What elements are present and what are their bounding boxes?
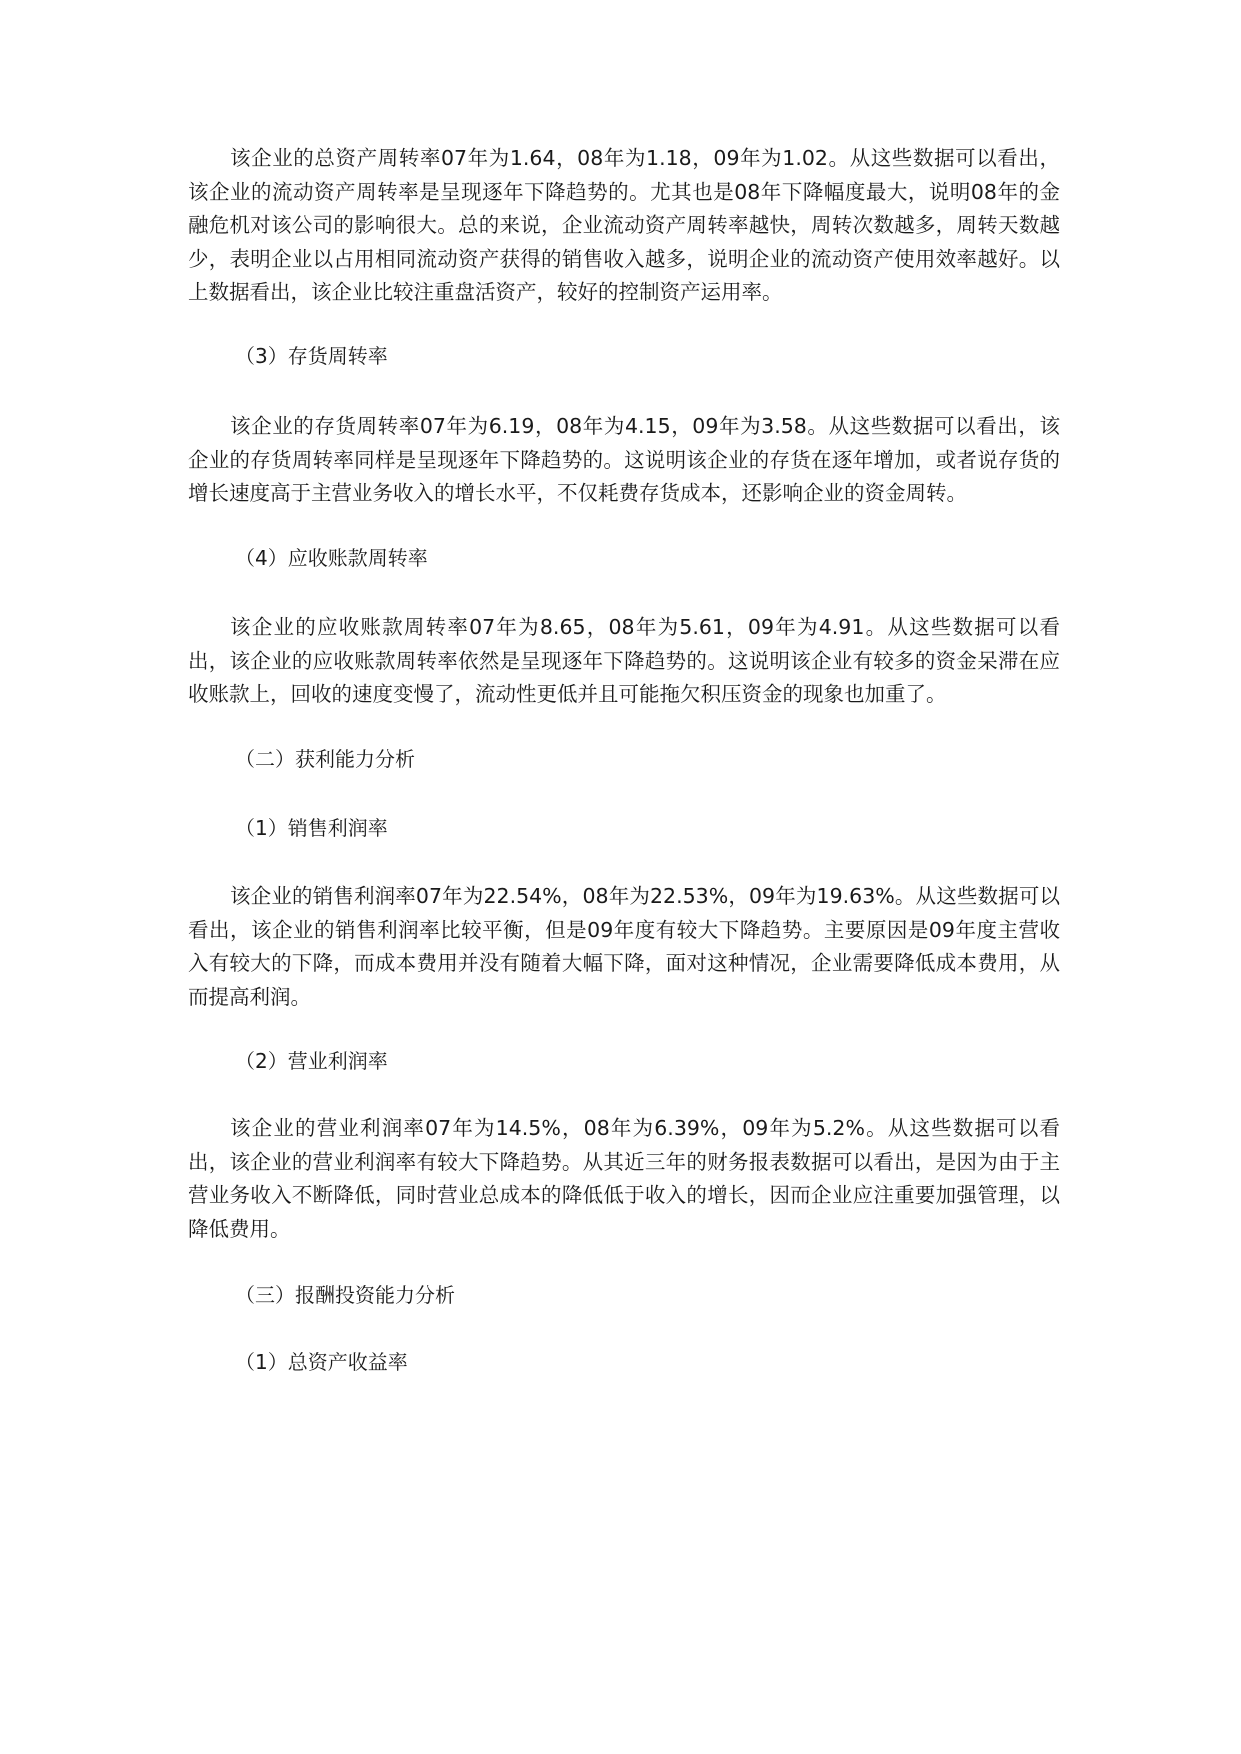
heading-inventory-turnover: （3）存货周转率	[235, 344, 388, 368]
heading-investment-return-analysis: （三）报酬投资能力分析	[235, 1283, 455, 1307]
heading-operating-profit-margin: （2）营业利润率	[235, 1049, 388, 1073]
paragraph-receivable-turnover: 该企业的应收账款周转率07年为8.65，08年为5.61，09年为4.91。从这些数据可以看出，该企业的应收账款周转率依然是呈现逐年下降趋势的。这说明该企业有较多的资金呆滞在应收账款上，回收的速度变慢了，流动性更低并且可能拖欠积压资金的现象也加重了。	[188, 615, 1060, 707]
heading-return-on-assets: （1）总资产收益率	[235, 1350, 408, 1374]
paragraph-asset-turnover: 该企业的总资产周转率07年为1.64，08年为1.18，09年为1.02。从这些数据可以看出，该企业的流动资产周转率是呈现逐年下降趋势的。尤其也是08年下降幅度最大，说明08年的金融危机对该公司的影响很大。总的来说，企业流动资产周转率越快，周转次数越多，周转天数越少，表明企业以占用相同流动资产获得的销售收入越多，说明企业的流动资产使用效率越好。以上数据看出，该企业比较注重盘活资产，较好的控制资产运用率。	[188, 146, 1060, 305]
heading-sales-profit-margin: （1）销售利润率	[235, 816, 388, 840]
heading-receivable-turnover: （4）应收账款周转率	[235, 546, 428, 570]
paragraph-sales-profit-margin: 该企业的销售利润率07年为22.54%，08年为22.53%，09年为19.63%。从这些数据可以看出，该企业的销售利润率比较平衡，但是09年度有较大下降趋势。主要原因是09年度主营收入有较大的下降，而成本费用并没有随着大幅下降，面对这种情况，企业需要降低成本费用，从而提高利润。	[188, 884, 1060, 1009]
heading-profitability-analysis: （二）获利能力分析	[235, 747, 415, 771]
paragraph-inventory-turnover: 该企业的存货周转率07年为6.19，08年为4.15，09年为3.58。从这些数据可以看出，该企业的存货周转率同样是呈现逐年下降趋势的。这说明该企业的存货在逐年增加，或者说存货的增长速度高于主营业务收入的增长水平，不仅耗费存货成本，还影响企业的资金周转。	[188, 414, 1060, 506]
paragraph-operating-profit-margin: 该企业的营业利润率07年为14.5%，08年为6.39%，09年为5.2%。从这些数据可以看出，该企业的营业利润率有较大下降趋势。从其近三年的财务报表数据可以看出，是因为由于主营业务收入不断降低，同时营业总成本的降低低于收入的增长，因而企业应注重要加强管理，以降低费用。	[188, 1116, 1060, 1241]
